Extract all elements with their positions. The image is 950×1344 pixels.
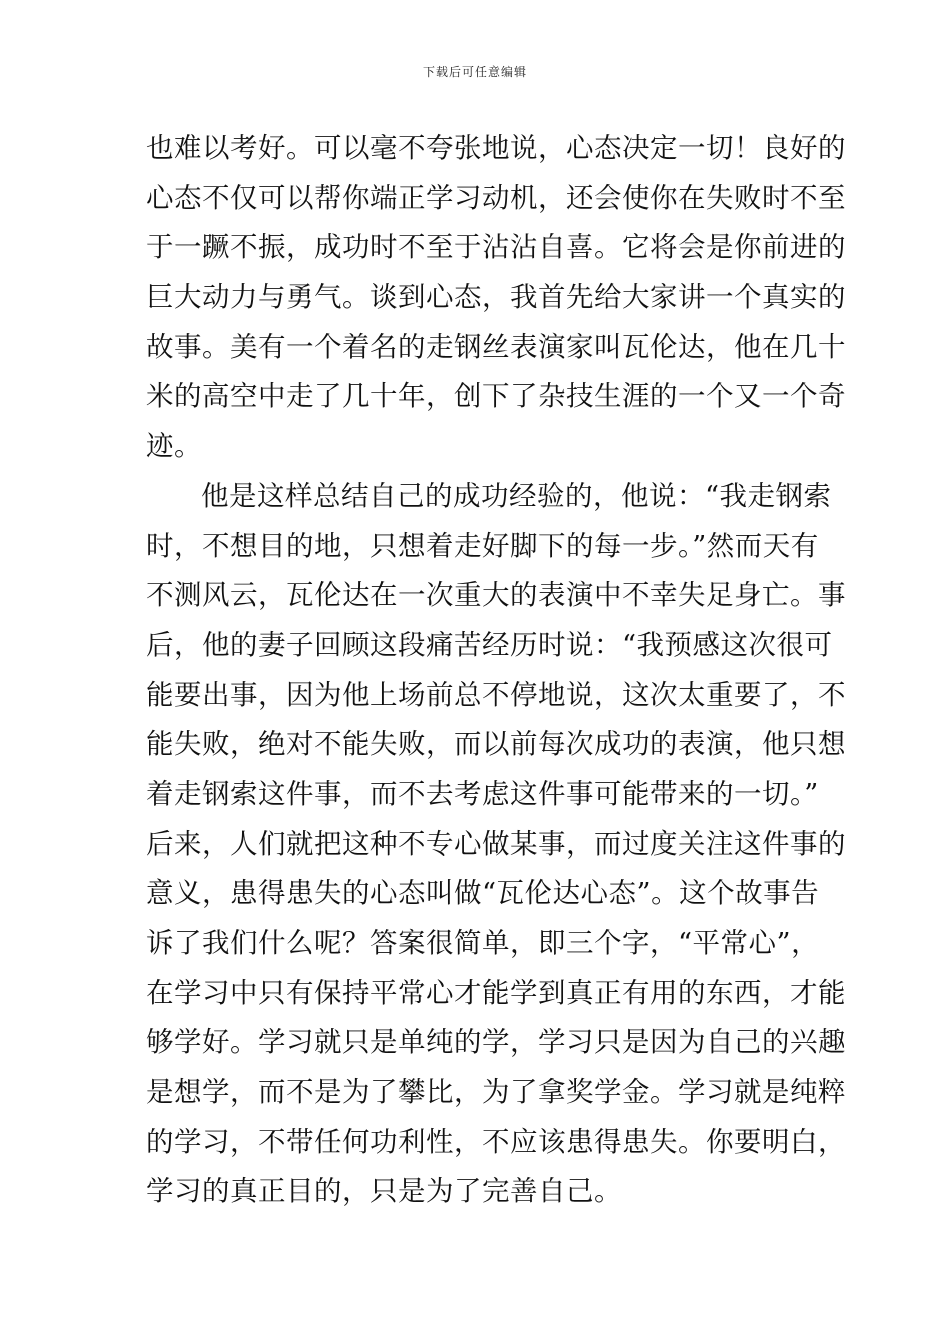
text-line: 心态不仅可以帮你端正学习动机，还会使你在失败时不至 <box>146 181 846 214</box>
text-line: 故事。美有一个着名的走钢丝表演家叫瓦伦达，他在几十 <box>146 330 846 363</box>
text-line: 诉了我们什么呢？答案很简单，即三个字，“平常心”， <box>146 927 820 959</box>
text-line: 是想学，而不是为了攀比，为了拿奖学金。学习就是纯粹 <box>146 1076 846 1109</box>
document-body <box>146 124 846 1217</box>
paragraph-2 <box>146 472 846 1217</box>
text-line: 后来，人们就把这种不专心做某事，而过度关注这件事的 <box>146 827 846 860</box>
text-line: 也难以考好。可以毫不夸张地说，心态决定一切！良好的 <box>146 132 846 164</box>
text-line: 能失败，绝对不能失败，而以前每次成功的表演，他只想 <box>146 728 846 761</box>
text-line: 米的高空中走了几十年，创下了杂技生涯的一个又一个奇 <box>146 380 846 413</box>
text-line: 巨大动力与勇气。谈到心态，我首先给大家讲一个真实的 <box>146 281 846 314</box>
text-line: 时，不想目的地，只想着走好脚下的每一步。”然而天有 <box>146 529 819 562</box>
page-header: 下载后可任意编辑 <box>422 65 527 79</box>
text-line: 他是这样总结自己的成功经验的，他说：“我走钢索 <box>201 479 832 512</box>
text-line: 学习的真正目的，只是为了完善自己。 <box>146 1175 622 1208</box>
text-line: 的学习，不带任何功利性，不应该患得患失。你要明白， <box>146 1125 846 1158</box>
text-line: 着走钢索这件事，而不去考虑这件事可能带来的一切。” <box>146 777 819 810</box>
text-line: 不测风云，瓦伦达在一次重大的表演中不幸失足身亡。事 <box>146 579 846 612</box>
paragraph-1 <box>146 124 846 472</box>
text-line: 后，他的妻子回顾这段痛苦经历时说：“我预感这次很可 <box>146 628 833 661</box>
text-line: 迹。 <box>146 430 202 463</box>
text-line: 够学好。学习就只是单纯的学，学习只是因为自己的兴趣 <box>146 1026 846 1059</box>
text-line: 在学习中只有保持平常心才能学到真正有用的东西，才能 <box>146 976 846 1009</box>
text-line: 于一蹶不振，成功时不至于沾沾自喜。它将会是你前进的 <box>146 231 846 264</box>
text-line: 能要出事，因为他上场前总不停地说，这次太重要了，不 <box>146 678 846 711</box>
text-line: 意义，患得患失的心态叫做“瓦伦达心态”。这个故事告 <box>146 877 820 910</box>
